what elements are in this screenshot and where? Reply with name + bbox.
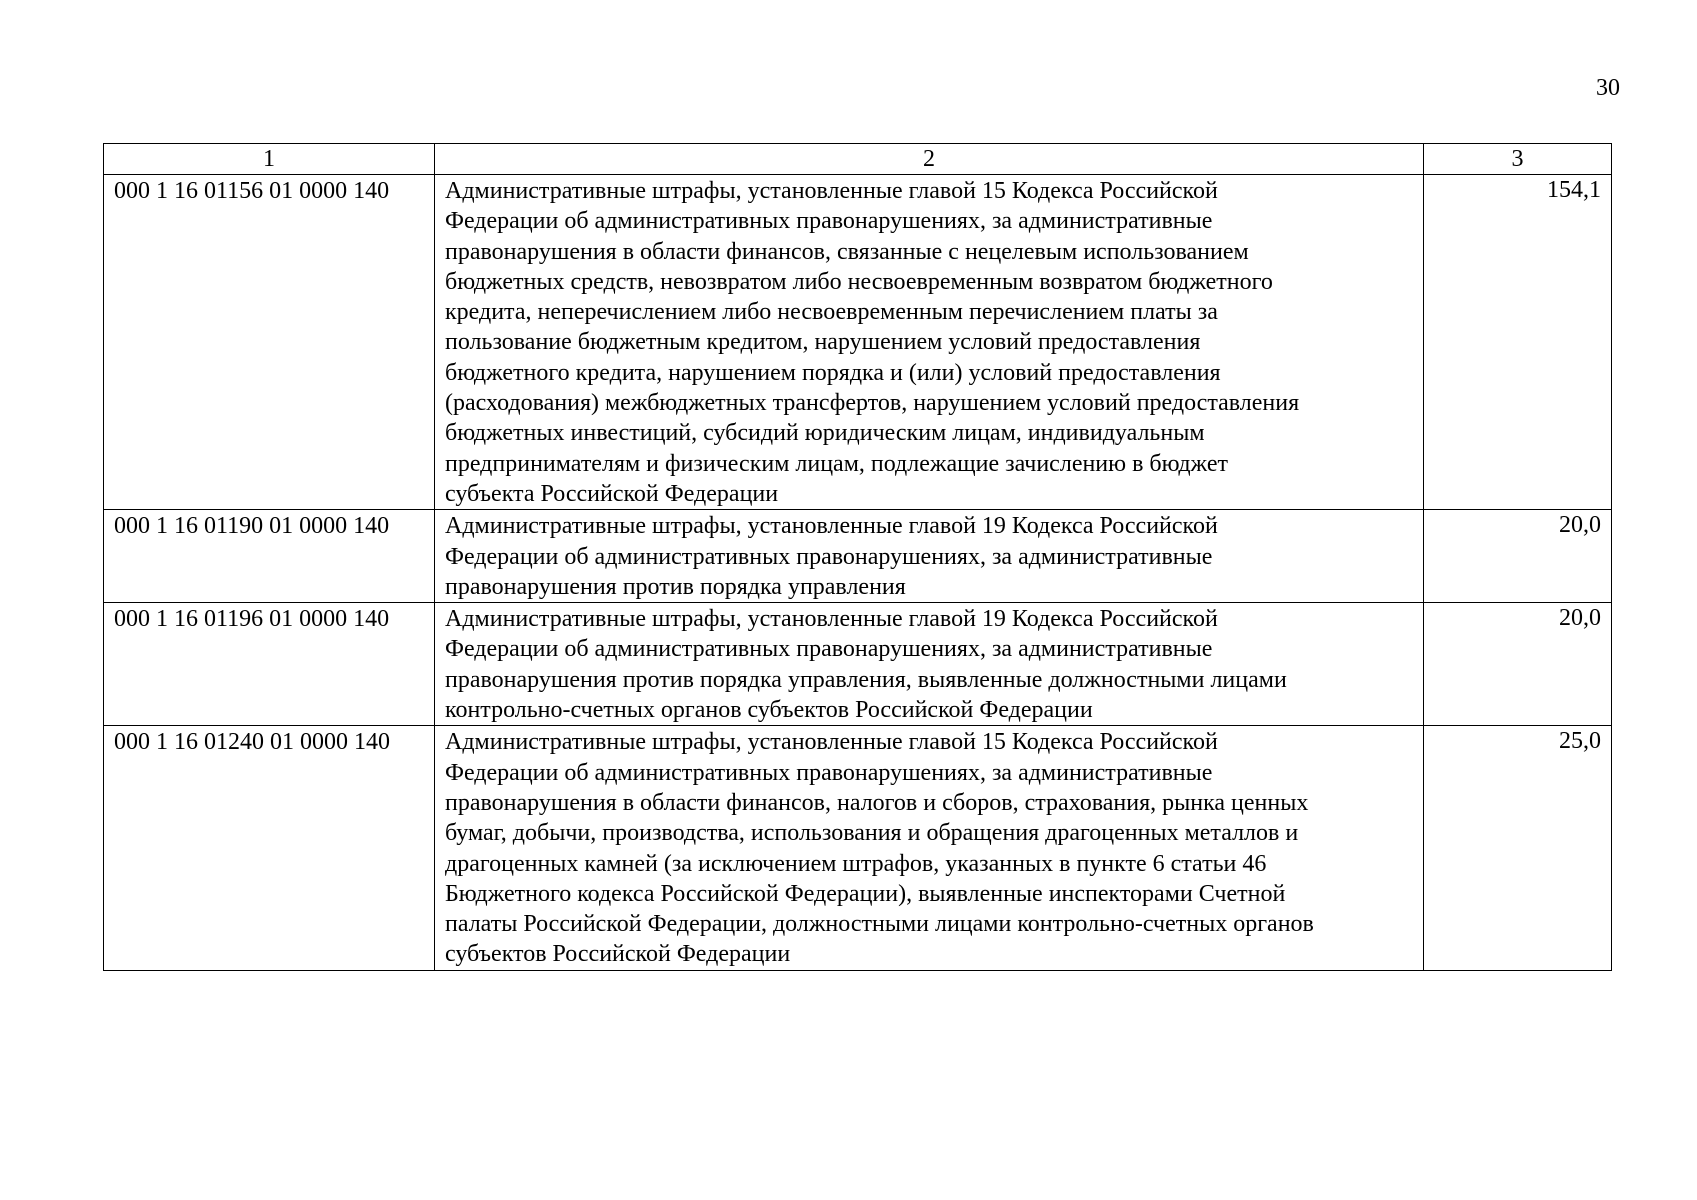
description-cell bbox=[435, 510, 1424, 603]
description-line: Федерации об административных правонарушениях, за административные bbox=[445, 636, 1213, 663]
description-line: правонарушения против порядка управления, выявленные должностными лицами bbox=[445, 666, 1287, 693]
description-line: (расходования) межбюджетных трансфертов, нарушением условий предоставления bbox=[445, 390, 1300, 417]
description-line: палаты Российской Федерации, должностными лицами контрольно-счетных органов bbox=[445, 911, 1314, 938]
description-line: бумаг, добычи, производства, использования и обращения драгоценных металлов и bbox=[445, 820, 1299, 847]
description-line: бюджетных средств, невозвратом либо несвоевременным возвратом бюджетного bbox=[445, 268, 1273, 295]
description-line: предпринимателям и физическим лицам, подлежащие зачислению в бюджет bbox=[445, 450, 1228, 477]
description-line: кредита, неперечислением либо несвоевременным перечислением платы за bbox=[445, 299, 1218, 326]
header-row bbox=[104, 144, 1612, 175]
description-line: Федерации об административных правонарушениях, за административные bbox=[445, 759, 1213, 786]
description-line: субъектов Российской Федерации bbox=[445, 941, 791, 968]
amount-cell: 20,0 bbox=[1424, 603, 1612, 726]
description-line: Административные штрафы, установленные главой 15 Кодекса Российской bbox=[445, 729, 1218, 756]
description-line: правонарушения в области финансов, связанные с нецелевым использованием bbox=[445, 238, 1249, 265]
table-row bbox=[104, 603, 1612, 726]
description-line: драгоценных камней (за исключением штрафов, указанных в пункте 6 статьи 46 bbox=[445, 850, 1267, 877]
column-header-2: 2 bbox=[435, 144, 1424, 175]
description-line: Федерации об административных правонарушениях, за административные bbox=[445, 543, 1213, 570]
column-header-3: 3 bbox=[1424, 144, 1612, 175]
description-line: Бюджетного кодекса Российской Федерации), выявленные инспекторами Счетной bbox=[445, 880, 1286, 907]
description-line: правонарушения против порядка управления bbox=[445, 573, 906, 600]
revenue-code-cell: 000 1 16 01156 01 0000 140 bbox=[104, 175, 435, 510]
description-line: Административные штрафы, установленные главой 19 Кодекса Российской bbox=[445, 606, 1218, 633]
page-number: 30 bbox=[1596, 75, 1620, 101]
description-line: Административные штрафы, установленные главой 19 Кодекса Российской bbox=[445, 513, 1218, 540]
table-row bbox=[104, 510, 1612, 603]
budget-revenue-table bbox=[103, 143, 1612, 971]
description-cell bbox=[435, 603, 1424, 726]
amount-cell: 25,0 bbox=[1424, 726, 1612, 970]
description-line: контрольно-счетных органов субъектов Российской Федерации bbox=[445, 697, 1093, 724]
description-line: пользование бюджетным кредитом, нарушением условий предоставления bbox=[445, 329, 1201, 356]
description-cell bbox=[435, 175, 1424, 510]
table-row bbox=[104, 175, 1612, 510]
column-header-1: 1 bbox=[104, 144, 435, 175]
table-header bbox=[104, 144, 1612, 175]
revenue-code-cell: 000 1 16 01240 01 0000 140 bbox=[104, 726, 435, 970]
description-line: Административные штрафы, установленные главой 15 Кодекса Российской bbox=[445, 178, 1218, 204]
revenue-code-cell: 000 1 16 01196 01 0000 140 bbox=[104, 603, 435, 726]
amount-cell: 20,0 bbox=[1424, 510, 1612, 603]
table-row bbox=[104, 726, 1612, 970]
description-cell bbox=[435, 726, 1424, 970]
amount-cell: 154,1 bbox=[1424, 175, 1612, 510]
description-line: субъекта Российской Федерации bbox=[445, 480, 779, 507]
description-line: Федерации об административных правонарушениях, за административные bbox=[445, 208, 1213, 235]
description-line: бюджетных инвестиций, субсидий юридическим лицам, индивидуальным bbox=[445, 420, 1205, 447]
table-body bbox=[104, 175, 1612, 971]
description-line: бюджетного кредита, нарушением порядка и (или) условий предоставления bbox=[445, 359, 1221, 386]
description-line: правонарушения в области финансов, налогов и сборов, страхования, рынка ценных bbox=[445, 789, 1309, 816]
revenue-code-cell: 000 1 16 01190 01 0000 140 bbox=[104, 510, 435, 603]
